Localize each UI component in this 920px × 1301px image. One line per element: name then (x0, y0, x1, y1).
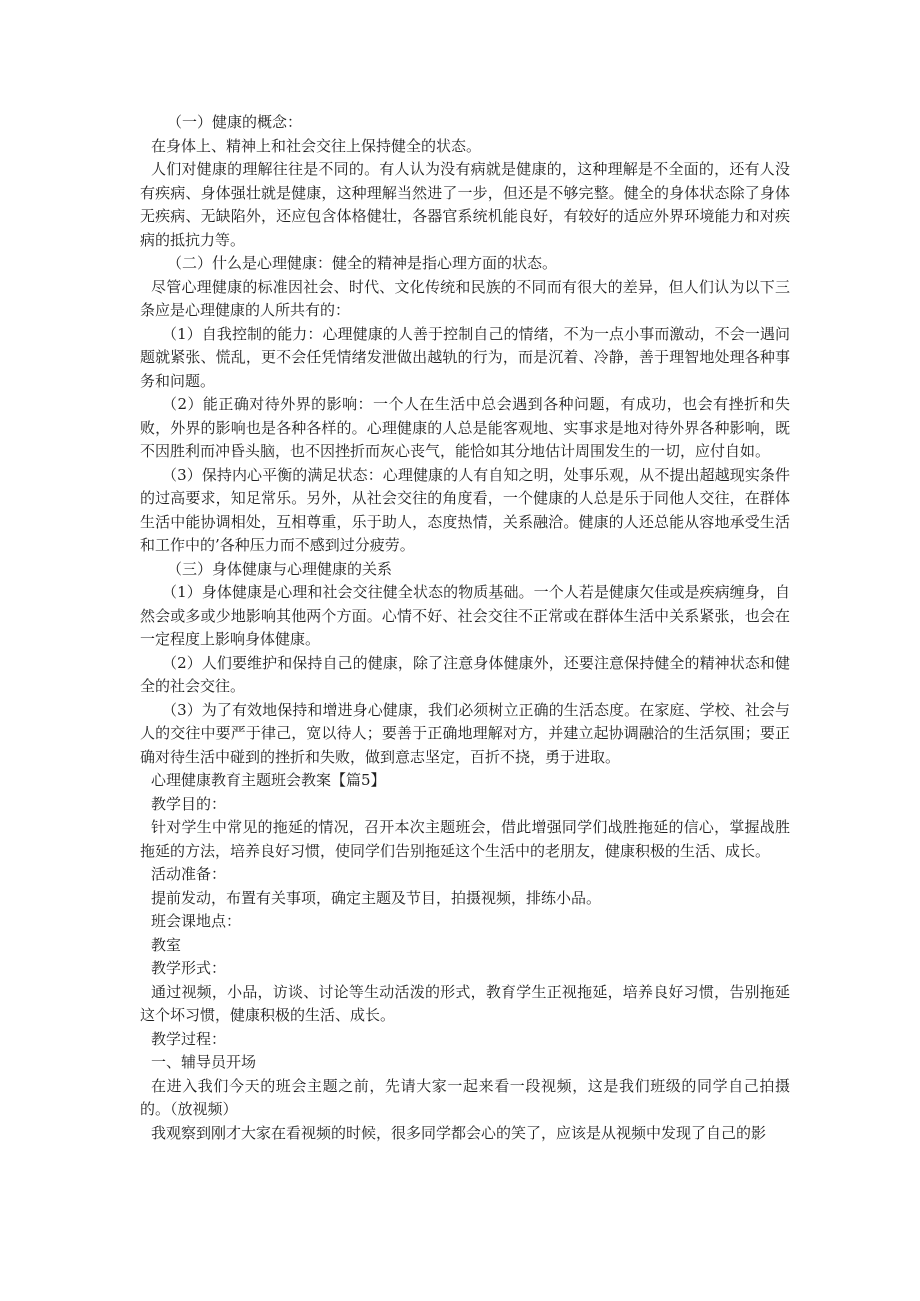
list-item: （1）自我控制的能力：心理健康的人善于控制自己的情绪，不为一点小事而激动，不会一遇问题就紧张、慌乱，更不会任凭情绪发泄做出越轨的行为，而是沉着、冷静，善于理智地处理各种事务和问题。 (140, 324, 790, 390)
paragraph: 尽管心理健康的标准因社会、时代、文化传统和民族的不同而有很大的差异，但人们认为以下三条应是心理健康的人所共有的： (140, 277, 790, 319)
list-item: （1）身体健康是心理和社会交往健全状态的物质基础。一个人若是健康欠佳或是疾病缠身，自然会或多或少地影响其他两个方面。心情不好、社会交往不正常或在群体生活中关系紧张，也会在一定程度上影响身体健康。 (140, 583, 790, 648)
field-label: 班会课地点： (151, 912, 242, 930)
document-body (140, 111, 790, 1145)
list-item: （3）为了有效地保持和增进身心健康，我们必须树立正确的生活态度。在家庭、学校、社会与人的交往中要严于律己，宽以待人；要善于正确地理解对方，并建立起协调融洽的生活氛围；要正确对待生活中碰到的挫折和失败，做到意志坚定，百折不挠，勇于进取。 (140, 700, 790, 766)
section-heading-health-concept: （一）健康的概念： (167, 113, 303, 131)
paragraph: 我观察到刚才大家在看视频的时候，很多同学都会心的笑了，应该是从视频中发现了自己的影 (151, 1123, 767, 1142)
paragraph: 在进入我们今天的班会主题之前，先请大家一起来看一段视频，这是我们班级的同学自己拍摄的。（放视频） (140, 1076, 790, 1118)
paragraph: 教室 (151, 935, 182, 954)
field-label: 教学形式： (151, 959, 227, 977)
section-heading-mental-health: （二）什么是心理健康：健全的精神是指心理方面的状态。 (167, 254, 558, 272)
section-heading-relationship: （三）身体健康与心理健康的关系 (167, 559, 393, 578)
paragraph: 人们对健康的理解往往是不同的。有人认为没有病就是健康的，这种理解是不全面的，还有人没有疾病、身体强壮就是健康，这种理解当然进了一步，但还是不够完整。健全的身体状态除了身体无疾病、无缺陷外，还应包含体格健壮，各器官系统机能良好，有较好的适应外界环境能力和对疾病的抵抗力等。 (140, 160, 790, 249)
field-label: 教学过程： (151, 1029, 227, 1048)
step-heading: 一、辅导员开场 (151, 1053, 257, 1071)
paragraph: 针对学生中常见的拖延的情况，召开本次主题班会，借此增强同学们战胜拖延的信心，掌握战胜拖延的方法，培养良好习惯，使同学们告别拖延这个生活中的老朋友，健康积极的生活、成长。 (140, 818, 790, 860)
list-item: （3）保持内心平衡的满足状态：心理健康的人有自知之明，处事乐观，从不提出超越现实条件的过高要求，知足常乐。另外，从社会交往的角度看，一个健康的人总是乐于同他人交往，在群体生活中能协调相处，互相尊重，乐于助人，态度热情，关系融洽。健康的人还总能从容地承受生活和工作中的’各种压力而不感到过分疲劳。 (140, 465, 790, 554)
list-item: （2）能正确对待外界的影响：一个人在生活中总会遇到各种问题，有成功，也会有挫折和失败，外界的影响也是各种各样的。心理健康的人总是能客观地、实事求是地对待外界各种影响，既不因胜利而冲昏头脑，也不因挫折而灰心丧气，能恰如其分地估计周围发生的一切，应付自如。 (140, 395, 790, 460)
list-item: （2）人们要维护和保持自己的健康，除了注意身体健康外，还要注意保持健全的精神状态和健全的社会交往。 (140, 653, 790, 695)
paragraph: 提前发动，布置有关事项，确定主题及节目，拍摄视频，排练小品。 (151, 888, 602, 907)
field-label: 活动准备： (151, 865, 227, 883)
paragraph: 通过视频，小品，访谈、讨论等生动活泼的形式，教育学生正视拖延，培养良好习惯，告别拖延这个坏习惯，健康积极的生活、成长。 (140, 982, 790, 1024)
field-label: 教学目的： (151, 794, 227, 813)
paragraph: 在身体上、精神上和社会交往上保持健全的状态。 (151, 136, 482, 155)
article-title: 心理健康教育主题班会教案【篇5】 (151, 771, 386, 789)
